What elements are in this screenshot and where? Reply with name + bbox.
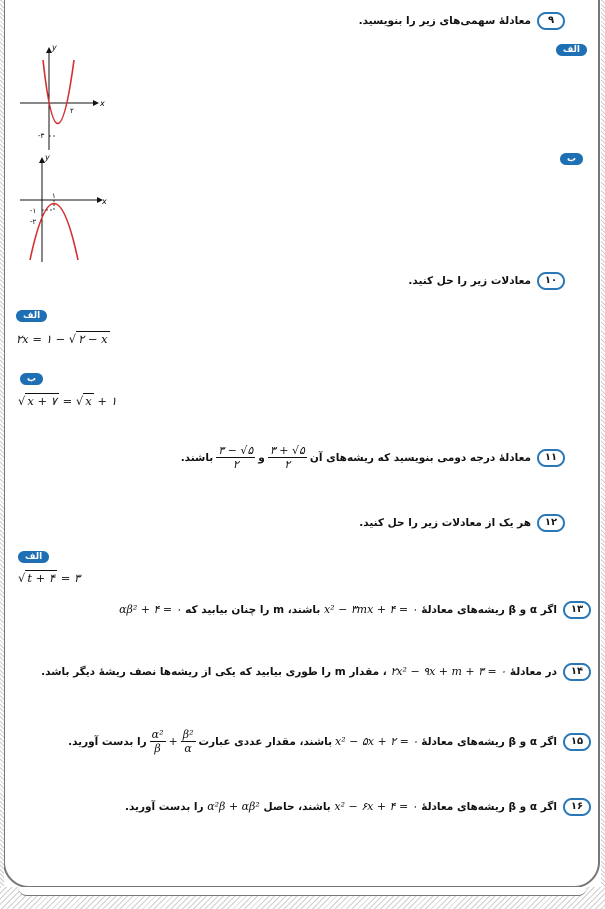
radicand: ۲ − x bbox=[78, 332, 108, 346]
intercept-label: -۲ bbox=[30, 218, 37, 226]
equation-12a: √ t + ۴ = ۳ bbox=[18, 571, 81, 585]
question-text: هر یک از معادلات زیر را حل کنید. bbox=[359, 517, 531, 529]
expression: α²β + αβ² bbox=[207, 800, 260, 813]
question-12 bbox=[359, 514, 565, 532]
question-text-end: ، مقدار m را طوری بیابید که یکی از ریشه‌ها نصف ریشهٔ دیگر باشد. bbox=[41, 666, 387, 678]
question-16 bbox=[125, 798, 591, 816]
question-text: معادلهٔ سهمی‌های زیر را بنویسید. bbox=[358, 15, 531, 27]
question-number: ۱۶ bbox=[563, 798, 591, 816]
label-alef: الف bbox=[16, 310, 47, 322]
fraction-numerator: β² bbox=[182, 728, 194, 741]
question-text: معادلهٔ درجه دومی بنویسید که ریشه‌های آن bbox=[309, 451, 531, 464]
label-alef: الف bbox=[556, 44, 587, 56]
question-9 bbox=[359, 12, 565, 30]
bottom-hatch bbox=[0, 887, 605, 909]
question-text-mid: باشند، حاصل bbox=[263, 801, 331, 813]
radicand: x + ۷ bbox=[27, 394, 57, 408]
equals: = bbox=[62, 394, 73, 408]
question-10 bbox=[408, 272, 565, 290]
equation: x² − ۵x + ۲ = ۰ bbox=[335, 735, 419, 748]
question-number: ۹ bbox=[537, 12, 565, 30]
question-number: ۱۲ bbox=[537, 514, 565, 532]
y-label: y bbox=[52, 43, 57, 52]
question-text-mid: باشند، مقدار عددی عبارت bbox=[198, 735, 333, 748]
vertex-y-label: -۱ bbox=[30, 207, 37, 215]
question-number: ۱۵ bbox=[563, 733, 591, 751]
fraction-denominator: β bbox=[154, 742, 161, 755]
vertex-x-label: ۱ bbox=[52, 192, 56, 200]
radicand-2: x bbox=[85, 394, 92, 408]
y-label: y bbox=[45, 153, 50, 162]
x-label: x bbox=[102, 197, 107, 206]
question-13 bbox=[119, 601, 591, 619]
question-number: ۱۴ bbox=[563, 663, 591, 681]
question-11 bbox=[181, 444, 565, 471]
fraction-denominator: ۲ bbox=[284, 458, 291, 471]
question-15 bbox=[68, 728, 591, 755]
radicand: t + ۴ bbox=[27, 571, 56, 585]
fraction-numerator: ۳ − √۵ bbox=[218, 444, 254, 457]
question-text: در معادلهٔ bbox=[509, 666, 557, 678]
equation-10b: √ x + ۷ = √ x + ۱ bbox=[18, 394, 117, 408]
equation: x² − ۳mx + ۴ = ۰ bbox=[323, 603, 418, 616]
question-text: اگر α و β ریشه‌های معادلهٔ bbox=[421, 801, 557, 813]
question-text-mid: باشند، m را چنان بیابید که bbox=[185, 604, 321, 616]
condition-equation: αβ² + ۴ = ۰ bbox=[119, 603, 182, 616]
question-14 bbox=[41, 663, 591, 681]
equation: ۲x² − ۹x + m + ۳ = ۰ bbox=[390, 665, 507, 678]
equation-left: ۲x = ۱ − bbox=[16, 332, 66, 346]
fraction-denominator: ۲ bbox=[232, 458, 239, 471]
fraction-numerator: α² bbox=[151, 728, 164, 741]
intercept-label: -۳ bbox=[38, 132, 45, 140]
label-alef: الف bbox=[18, 551, 49, 563]
right-hatch bbox=[601, 0, 605, 887]
parabola-graph-1 bbox=[18, 42, 108, 152]
plus-sign: + bbox=[168, 735, 178, 748]
question-text-end: را بدست آورید. bbox=[124, 801, 204, 813]
label-be: ب bbox=[20, 373, 43, 385]
question-text-end: را بدست آورید. bbox=[68, 735, 147, 748]
conjunction: و bbox=[258, 451, 265, 464]
left-hatch bbox=[0, 0, 4, 887]
fraction-numerator: ۳ + √۵ bbox=[269, 444, 305, 457]
equation-tail: = ۳ bbox=[60, 571, 81, 585]
x-label: x bbox=[100, 99, 105, 108]
equation-tail: + ۱ bbox=[97, 394, 117, 408]
question-text: معادلات زیر را حل کنید. bbox=[408, 275, 531, 287]
label-be: ب bbox=[560, 153, 583, 165]
question-text: اگر α و β ریشه‌های معادلهٔ bbox=[421, 735, 557, 748]
question-number: ۱۱ bbox=[537, 449, 565, 467]
equation-10a: ۲x = ۱ − √ ۲ − x bbox=[16, 332, 108, 346]
question-number: ۱۳ bbox=[563, 601, 591, 619]
parabola-curve bbox=[30, 204, 78, 261]
question-text-end: باشند. bbox=[180, 451, 214, 464]
parabola-graph-2 bbox=[18, 152, 108, 264]
equation: x² − ۶x + ۴ = ۰ bbox=[334, 800, 418, 813]
question-number: ۱۰ bbox=[537, 272, 565, 290]
root-label: ۲ bbox=[70, 107, 74, 115]
fraction-denominator: α bbox=[184, 742, 192, 755]
question-text: اگر α و β ریشه‌های معادلهٔ bbox=[421, 604, 557, 616]
